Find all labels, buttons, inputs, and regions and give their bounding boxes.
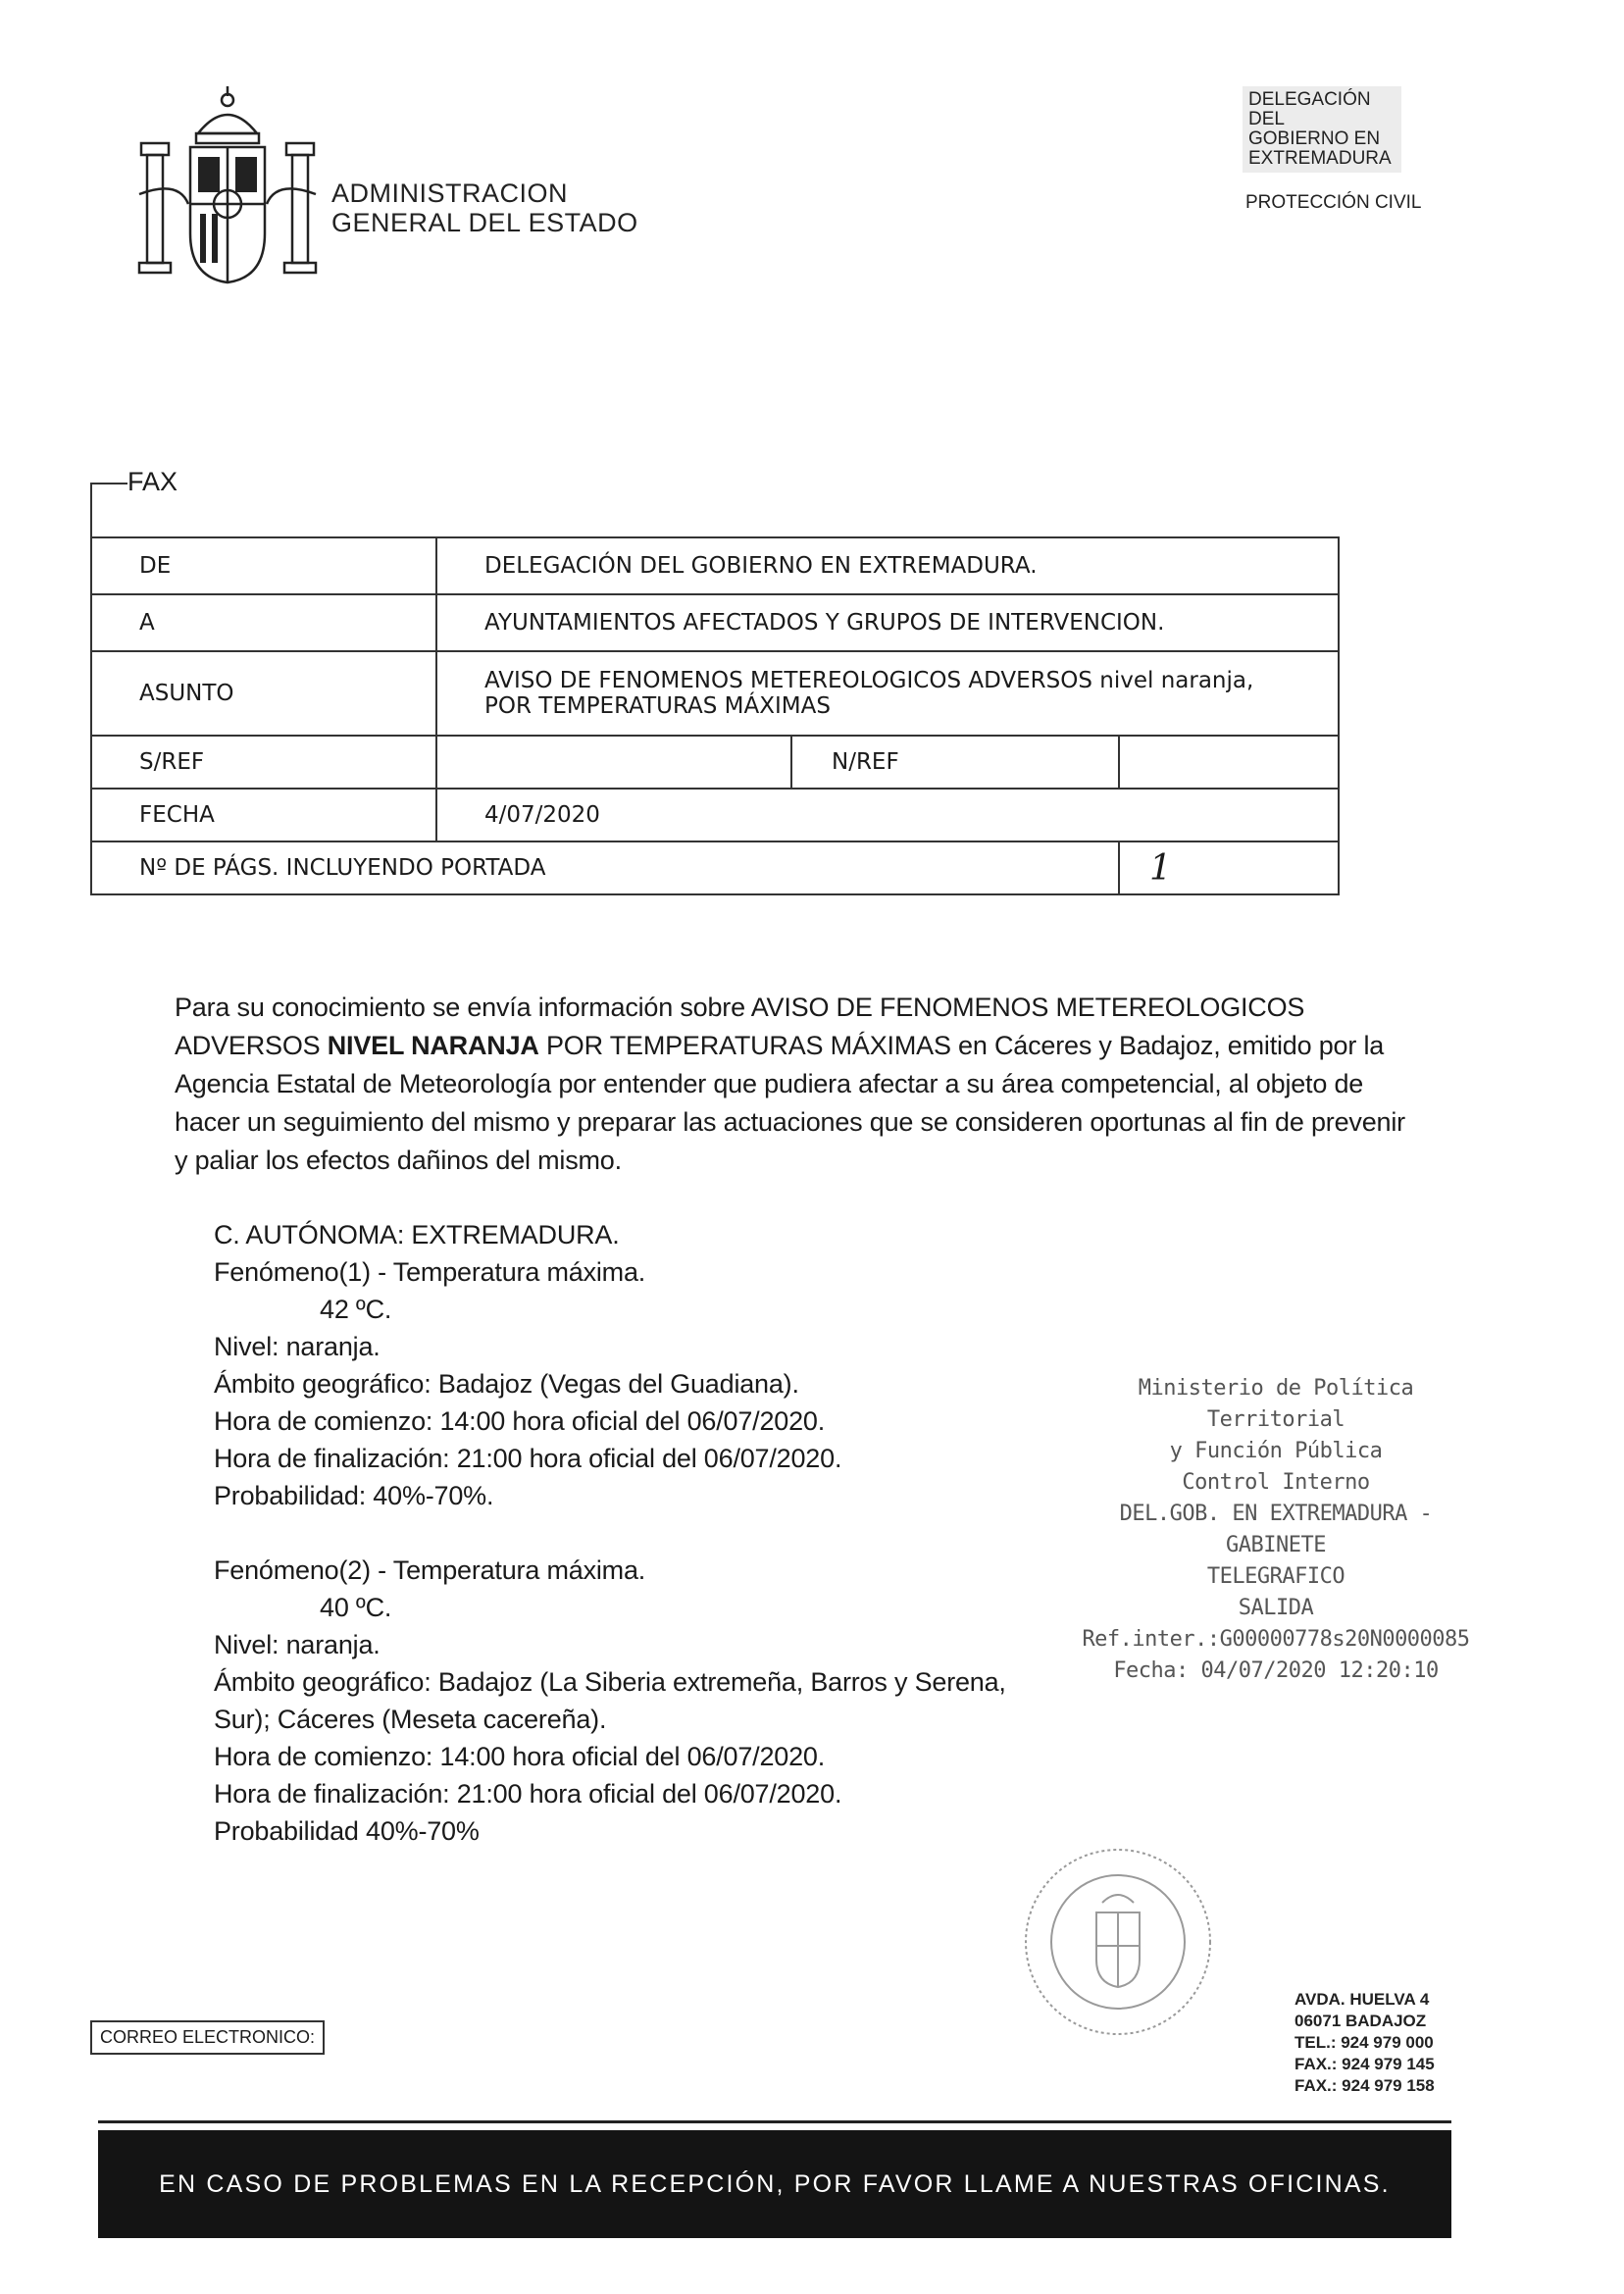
phenomenon-1-level: Nivel: naranja.	[214, 1332, 381, 1361]
phenomenon-2-start: Hora de comienzo: 14:00 hora oficial del 06/07/2020.	[214, 1742, 826, 1771]
phenomenon-2-title: Fenómeno(2) - Temperatura máxima.	[214, 1555, 646, 1585]
notice-text: Para su conocimiento se envía información sobre AVISO DE FENOMENOS METEREOLOGICOS ADVERSOS	[175, 993, 1305, 1060]
coat-of-arms-emblem	[129, 86, 326, 292]
pages-label: Nº DE PÁGS. INCLUYENDO PORTADA	[91, 841, 1119, 894]
phenomenon-2-temp: 40 ºC.	[320, 1593, 392, 1622]
asunto-value: AVISO DE FENOMENOS METEREOLOGICOS ADVERSOS nivel naranja, POR TEMPERATURAS MÁXIMAS	[436, 651, 1339, 736]
phenomenon-2-area-cont: Sur); Cáceres (Meseta cacereña).	[214, 1705, 607, 1734]
department-label: PROTECCIÓN CIVIL	[1245, 192, 1422, 213]
phenomenon-1-area: Ámbito geográfico: Badajoz (Vegas del Guadiana).	[214, 1369, 799, 1399]
phenomena-details	[214, 1216, 1006, 1850]
delegation-name: DELEGACIÓN DEL GOBIERNO EN EXTREMADURA	[1243, 86, 1401, 173]
phenomenon-2-end: Hora de finalización: 21:00 hora oficial del 06/07/2020.	[214, 1779, 842, 1809]
asunto-label: ASUNTO	[91, 651, 436, 736]
fax-title: FAX	[127, 467, 178, 496]
notice-text-rest: POR TEMPERATURAS MÁXIMAS en Cáceres y Badajoz, emitido por la Agencia Estatal de Meteorología por entender que pudiera afectar a su área competencial, al objeto de hacer un seguimiento del mismo y preparar las actuaciones que se consideren oportunas al fin de prevenir y paliar los efectos dañinos del mismo.	[175, 1031, 1405, 1175]
de-label: DE	[91, 537, 436, 594]
phenomenon-1-title: Fenómeno(1) - Temperatura máxima.	[214, 1257, 646, 1287]
fax-cover-table	[90, 536, 1340, 895]
pages-value: 1	[1119, 841, 1339, 894]
region-line: C. AUTÓNOMA: EXTREMADURA.	[214, 1220, 620, 1249]
fax-row-pages	[91, 841, 1339, 894]
fax-row-ref	[91, 736, 1339, 789]
official-seal-icon	[1020, 1844, 1216, 2040]
email-field: CORREO ELECTRONICO:	[90, 2020, 325, 2055]
nref-value	[1119, 736, 1339, 789]
phenomenon-1-start: Hora de comienzo: 14:00 hora oficial del 06/07/2020.	[214, 1406, 826, 1436]
sref-value	[436, 736, 791, 789]
nref-label: N/REF	[791, 736, 1119, 789]
fecha-value: 4/07/2020	[436, 789, 1339, 841]
fax-row-asunto	[91, 651, 1339, 736]
phenomenon-1-probability: Probabilidad: 40%-70%.	[214, 1481, 494, 1510]
office-address: AVDA. HUELVA 4 06071 BADAJOZ TEL.: 924 979 000 FAX.: 924 979 145 FAX.: 924 979 158	[1294, 1990, 1435, 2095]
notice-level-highlight: NIVEL NARANJA	[327, 1031, 539, 1060]
fax-row-de	[91, 537, 1339, 594]
footer-divider	[98, 2120, 1451, 2123]
phenomenon-2-probability: Probabilidad 40%-70%	[214, 1816, 480, 1846]
phenomenon-1-end: Hora de finalización: 21:00 hora oficial del 06/07/2020.	[214, 1444, 842, 1473]
registry-stamp: Ministerio de Política Territorial y Función Pública Control Interno DEL.GOB. EN EXTREMADURA - GABINETE TELEGRAFICO SALIDA Ref.inter.:G00000778s20N0000085 Fecha: 04/07/2020 12:20:10	[1082, 1376, 1470, 1683]
fax-row-a	[91, 594, 1339, 651]
fax-row-fecha	[91, 789, 1339, 841]
footer-banner	[98, 2130, 1451, 2238]
phenomenon-1-temp: 42 ºC.	[320, 1295, 392, 1324]
phenomenon-2-area: Ámbito geográfico: Badajoz (La Siberia extremeña, Barros y Serena,	[214, 1667, 1006, 1697]
de-value: DELEGACIÓN DEL GOBIERNO EN EXTREMADURA.	[436, 537, 1339, 594]
notice-paragraph	[175, 989, 1410, 1180]
a-value: AYUNTAMIENTOS AFECTADOS Y GRUPOS DE INTERVENCION.	[436, 594, 1339, 651]
fax-frame-line	[90, 483, 127, 484]
a-label: A	[91, 594, 436, 651]
footer-banner-text: EN CASO DE PROBLEMAS EN LA RECEPCIÓN, POR FAVOR LLAME A NUESTRAS OFICINAS.	[159, 2169, 1391, 2198]
phenomenon-2-level: Nivel: naranja.	[214, 1630, 381, 1659]
sref-label: S/REF	[91, 736, 436, 789]
fecha-label: FECHA	[91, 789, 436, 841]
issuer-name: ADMINISTRACION GENERAL DEL ESTADO	[331, 178, 638, 237]
fax-frame-line	[90, 483, 92, 538]
